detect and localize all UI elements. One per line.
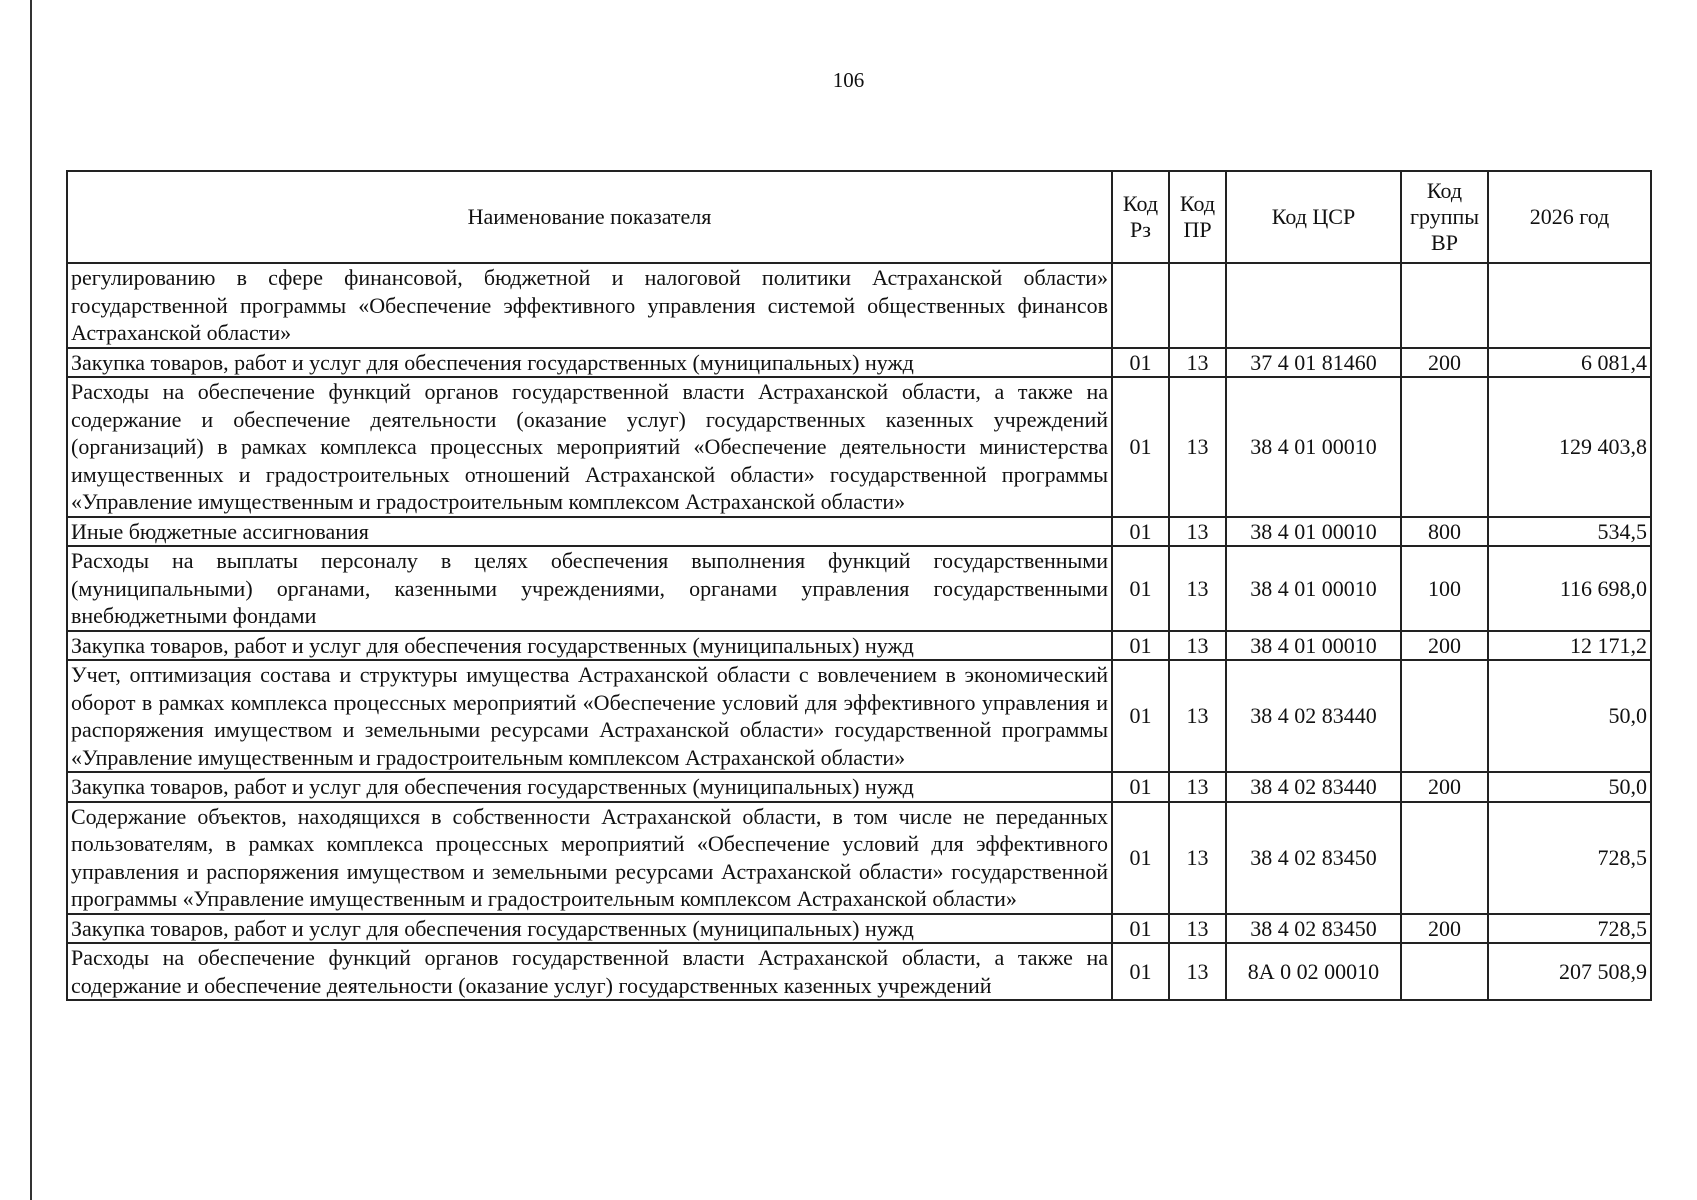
row-pr: 13	[1169, 802, 1226, 914]
row-vr: 200	[1401, 631, 1488, 661]
row-csr: 38 4 02 83440	[1226, 660, 1401, 772]
row-amount: 534,5	[1488, 517, 1651, 547]
row-vr	[1401, 660, 1488, 772]
row-amount: 129 403,8	[1488, 377, 1651, 517]
row-name: Иные бюджетные ассигнования	[67, 517, 1112, 547]
row-csr	[1226, 263, 1401, 348]
table-row	[67, 263, 1651, 348]
row-name: Закупка товаров, работ и услуг для обеспечения государственных (муниципальных) нужд	[67, 914, 1112, 944]
row-name: Закупка товаров, работ и услуг для обеспечения государственных (муниципальных) нужд	[67, 631, 1112, 661]
row-csr: 38 4 02 83440	[1226, 772, 1401, 802]
row-name: Содержание объектов, находящихся в собственности Астраханской области, в том числе не переданных пользователям, в рамках комплекса процессных мероприятий «Обеспечение условий для эффективного управления и распоряжения имуществом и земельными ресурсами Астраханской области» государственной программы «Управление имущественным и градостроительным комплексом Астраханской области»	[67, 802, 1112, 914]
row-rz	[1112, 263, 1169, 348]
row-pr: 13	[1169, 914, 1226, 944]
row-pr: 13	[1169, 377, 1226, 517]
row-rz: 01	[1112, 802, 1169, 914]
header-rz: Код Рз	[1112, 171, 1169, 263]
row-rz: 01	[1112, 772, 1169, 802]
row-amount: 50,0	[1488, 772, 1651, 802]
row-rz: 01	[1112, 631, 1169, 661]
row-csr: 38 4 01 00010	[1226, 631, 1401, 661]
row-pr: 13	[1169, 546, 1226, 631]
row-rz: 01	[1112, 377, 1169, 517]
row-name: регулированию в сфере финансовой, бюджетной и налоговой политики Астраханской области» государственной программы «Обеспечение эффективного управления системой общественных финансов Астраханской области»	[67, 263, 1112, 348]
table-row	[67, 772, 1651, 802]
header-year: 2026 год	[1488, 171, 1651, 263]
row-vr	[1401, 802, 1488, 914]
row-vr	[1401, 943, 1488, 1000]
row-pr	[1169, 263, 1226, 348]
header-pr: Код ПР	[1169, 171, 1226, 263]
budget-table	[66, 170, 1652, 1001]
table-row	[67, 377, 1651, 517]
row-vr: 200	[1401, 772, 1488, 802]
row-csr: 38 4 01 00010	[1226, 546, 1401, 631]
table-row	[67, 546, 1651, 631]
header-csr: Код ЦСР	[1226, 171, 1401, 263]
table-row	[67, 631, 1651, 661]
row-amount: 207 508,9	[1488, 943, 1651, 1000]
row-pr: 13	[1169, 631, 1226, 661]
page-edge-line	[30, 0, 32, 1200]
row-rz: 01	[1112, 943, 1169, 1000]
row-amount: 116 698,0	[1488, 546, 1651, 631]
row-name: Расходы на обеспечение функций органов государственной власти Астраханской области, а также на содержание и обеспечение деятельности (оказание услуг) государственных казенных учреждений (организаций) в рамках комплекса процессных мероприятий «Обеспечение деятельности министерства имущественных и градостроительных отношений Астраханской области» государственной программы «Управление имущественным и градостроительным комплексом Астраханской области»	[67, 377, 1112, 517]
row-pr: 13	[1169, 517, 1226, 547]
row-amount: 6 081,4	[1488, 348, 1651, 378]
row-rz: 01	[1112, 914, 1169, 944]
row-rz: 01	[1112, 517, 1169, 547]
row-csr: 38 4 02 83450	[1226, 802, 1401, 914]
row-amount: 12 171,2	[1488, 631, 1651, 661]
table-row	[67, 802, 1651, 914]
table-row	[67, 660, 1651, 772]
row-name: Закупка товаров, работ и услуг для обеспечения государственных (муниципальных) нужд	[67, 772, 1112, 802]
row-pr: 13	[1169, 943, 1226, 1000]
row-name: Расходы на выплаты персоналу в целях обеспечения выполнения функций государственными (муниципальными) органами, казенными учреждениями, органами управления государственными внебюджетными фондами	[67, 546, 1112, 631]
row-amount: 728,5	[1488, 802, 1651, 914]
row-vr	[1401, 263, 1488, 348]
row-vr	[1401, 377, 1488, 517]
row-csr: 8А 0 02 00010	[1226, 943, 1401, 1000]
row-pr: 13	[1169, 660, 1226, 772]
row-rz: 01	[1112, 348, 1169, 378]
row-csr: 37 4 01 81460	[1226, 348, 1401, 378]
row-csr: 38 4 02 83450	[1226, 914, 1401, 944]
row-vr: 200	[1401, 914, 1488, 944]
page-number: 106	[832, 68, 865, 92]
table-header-row	[67, 171, 1651, 263]
row-name: Расходы на обеспечение функций органов государственной власти Астраханской области, а также на содержание и обеспечение деятельности (оказание услуг) государственных казенных учреждений	[67, 943, 1112, 1000]
table-row	[67, 348, 1651, 378]
row-name: Закупка товаров, работ и услуг для обеспечения государственных (муниципальных) нужд	[67, 348, 1112, 378]
row-csr: 38 4 01 00010	[1226, 377, 1401, 517]
table-row	[67, 943, 1651, 1000]
row-rz: 01	[1112, 660, 1169, 772]
row-name: Учет, оптимизация состава и структуры имущества Астраханской области с вовлечением в экономический оборот в рамках комплекса процессных мероприятий «Обеспечение условий для эффективного управления и распоряжения имуществом и земельными ресурсами Астраханской области» государственной программы «Управление имущественным и градостроительным комплексом Астраханской области»	[67, 660, 1112, 772]
table-row	[67, 517, 1651, 547]
row-vr: 100	[1401, 546, 1488, 631]
header-vr: Код группы ВР	[1401, 171, 1488, 263]
row-vr: 200	[1401, 348, 1488, 378]
row-pr: 13	[1169, 772, 1226, 802]
row-amount: 728,5	[1488, 914, 1651, 944]
table-row	[67, 914, 1651, 944]
row-pr: 13	[1169, 348, 1226, 378]
header-name: Наименование показателя	[67, 171, 1112, 263]
row-csr: 38 4 01 00010	[1226, 517, 1401, 547]
row-vr: 800	[1401, 517, 1488, 547]
row-rz: 01	[1112, 546, 1169, 631]
row-amount: 50,0	[1488, 660, 1651, 772]
row-amount	[1488, 263, 1651, 348]
